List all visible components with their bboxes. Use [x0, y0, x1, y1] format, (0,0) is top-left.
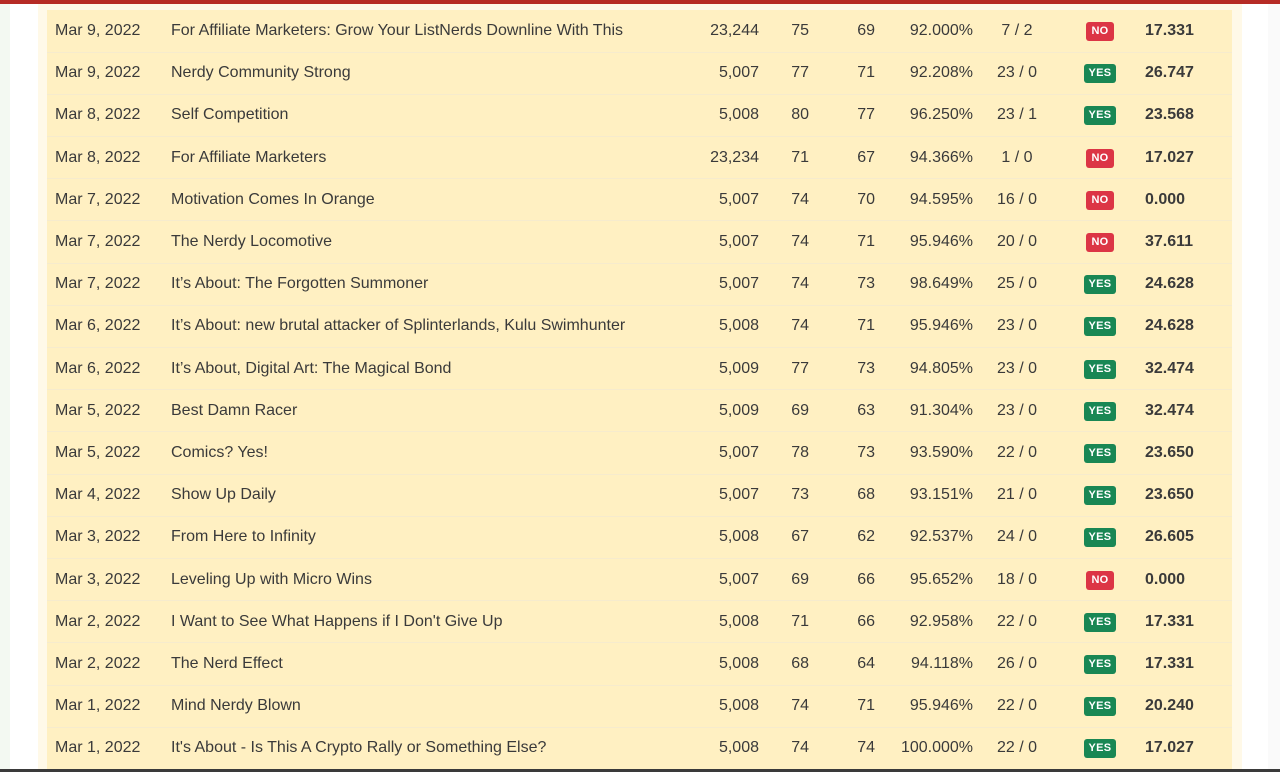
- ratio-value: 23 / 0: [973, 305, 1061, 347]
- status-badge: YES: [1084, 360, 1117, 379]
- percentage-value: 95.652%: [875, 558, 973, 600]
- status-badge: NO: [1086, 149, 1113, 168]
- score-value: 17.331: [1139, 643, 1232, 685]
- ratio-value: 20 / 0: [973, 221, 1061, 263]
- table-body: [47, 10, 1232, 769]
- post-title-link[interactable]: From Here to Infinity: [171, 516, 691, 558]
- views-count: 5,008: [691, 727, 759, 769]
- post-date: Mar 8, 2022: [47, 137, 171, 179]
- views-count: 5,008: [691, 643, 759, 685]
- right-gutter: [1268, 4, 1280, 772]
- table-row: [47, 94, 1232, 136]
- post-title-link[interactable]: For Affiliate Marketers: Grow Your ListNerds Downline With This: [171, 10, 691, 52]
- post-date: Mar 2, 2022: [47, 643, 171, 685]
- views-count: 5,007: [691, 52, 759, 94]
- percentage-value: 95.946%: [875, 305, 973, 347]
- voters-count: 71: [809, 685, 875, 727]
- votes-count: 68: [759, 643, 809, 685]
- table-row: [47, 263, 1232, 305]
- post-date: Mar 1, 2022: [47, 685, 171, 727]
- post-date: Mar 7, 2022: [47, 179, 171, 221]
- ratio-value: 25 / 0: [973, 263, 1061, 305]
- percentage-value: 92.000%: [875, 10, 973, 52]
- status-cell: [1061, 643, 1139, 685]
- percentage-value: 91.304%: [875, 390, 973, 432]
- post-date: Mar 2, 2022: [47, 601, 171, 643]
- votes-count: 74: [759, 263, 809, 305]
- left-gutter: [0, 4, 10, 772]
- status-cell: [1061, 390, 1139, 432]
- voters-count: 67: [809, 137, 875, 179]
- table-row: [47, 10, 1232, 52]
- percentage-value: 94.805%: [875, 348, 973, 390]
- votes-count: 71: [759, 137, 809, 179]
- table-row: [47, 516, 1232, 558]
- votes-count: 69: [759, 390, 809, 432]
- post-title-link[interactable]: Motivation Comes In Orange: [171, 179, 691, 221]
- score-value: 32.474: [1139, 348, 1232, 390]
- percentage-value: 96.250%: [875, 94, 973, 136]
- ratio-value: 22 / 0: [973, 601, 1061, 643]
- status-cell: [1061, 474, 1139, 516]
- status-badge: YES: [1084, 64, 1117, 83]
- status-cell: [1061, 52, 1139, 94]
- post-title-link[interactable]: Self Competition: [171, 94, 691, 136]
- percentage-value: 94.595%: [875, 179, 973, 221]
- score-value: 17.027: [1139, 137, 1232, 179]
- score-value: 17.027: [1139, 727, 1232, 769]
- posts-table-panel: [38, 4, 1242, 770]
- votes-count: 73: [759, 474, 809, 516]
- post-title-link[interactable]: Comics? Yes!: [171, 432, 691, 474]
- views-count: 5,007: [691, 432, 759, 474]
- status-badge: NO: [1086, 571, 1113, 590]
- status-cell: [1061, 137, 1139, 179]
- views-count: 5,008: [691, 601, 759, 643]
- post-date: Mar 6, 2022: [47, 348, 171, 390]
- table-row: [47, 558, 1232, 600]
- votes-count: 74: [759, 179, 809, 221]
- percentage-value: 92.958%: [875, 601, 973, 643]
- percentage-value: 92.537%: [875, 516, 973, 558]
- votes-count: 67: [759, 516, 809, 558]
- status-badge: YES: [1084, 655, 1117, 674]
- status-cell: [1061, 601, 1139, 643]
- percentage-value: 93.151%: [875, 474, 973, 516]
- voters-count: 70: [809, 179, 875, 221]
- voters-count: 77: [809, 94, 875, 136]
- percentage-value: 100.000%: [875, 727, 973, 769]
- status-badge: NO: [1086, 22, 1113, 41]
- votes-count: 75: [759, 10, 809, 52]
- post-title-link[interactable]: It’s About: The Forgotten Summoner: [171, 263, 691, 305]
- ratio-value: 1 / 0: [973, 137, 1061, 179]
- post-title-link[interactable]: For Affiliate Marketers: [171, 137, 691, 179]
- status-cell: [1061, 685, 1139, 727]
- post-title-link[interactable]: Leveling Up with Micro Wins: [171, 558, 691, 600]
- voters-count: 73: [809, 263, 875, 305]
- views-count: 5,007: [691, 263, 759, 305]
- status-badge: YES: [1084, 317, 1117, 336]
- views-count: 23,234: [691, 137, 759, 179]
- status-badge: YES: [1084, 739, 1117, 758]
- ratio-value: 26 / 0: [973, 643, 1061, 685]
- post-date: Mar 8, 2022: [47, 94, 171, 136]
- score-value: 0.000: [1139, 179, 1232, 221]
- votes-count: 77: [759, 52, 809, 94]
- post-date: Mar 4, 2022: [47, 474, 171, 516]
- post-title-link[interactable]: I Want to See What Happens if I Don't Give Up: [171, 601, 691, 643]
- voters-count: 68: [809, 474, 875, 516]
- post-date: Mar 9, 2022: [47, 52, 171, 94]
- votes-count: 80: [759, 94, 809, 136]
- score-value: 20.240: [1139, 685, 1232, 727]
- voters-count: 63: [809, 390, 875, 432]
- ratio-value: 23 / 0: [973, 52, 1061, 94]
- table-row: [47, 643, 1232, 685]
- status-cell: [1061, 516, 1139, 558]
- votes-count: 71: [759, 601, 809, 643]
- voters-count: 73: [809, 432, 875, 474]
- score-value: 24.628: [1139, 263, 1232, 305]
- voters-count: 66: [809, 601, 875, 643]
- status-badge: NO: [1086, 233, 1113, 252]
- status-cell: [1061, 305, 1139, 347]
- percentage-value: 94.118%: [875, 643, 973, 685]
- score-value: 26.605: [1139, 516, 1232, 558]
- score-value: 24.628: [1139, 305, 1232, 347]
- status-cell: [1061, 179, 1139, 221]
- status-cell: [1061, 263, 1139, 305]
- ratio-value: 22 / 0: [973, 685, 1061, 727]
- ratio-value: 22 / 0: [973, 432, 1061, 474]
- status-cell: [1061, 558, 1139, 600]
- post-date: Mar 5, 2022: [47, 432, 171, 474]
- table-row: [47, 305, 1232, 347]
- post-date: Mar 5, 2022: [47, 390, 171, 432]
- voters-count: 71: [809, 221, 875, 263]
- post-title-link[interactable]: The Nerd Effect: [171, 643, 691, 685]
- score-value: 23.650: [1139, 432, 1232, 474]
- table-row: [47, 601, 1232, 643]
- post-date: Mar 9, 2022: [47, 10, 171, 52]
- ratio-value: 24 / 0: [973, 516, 1061, 558]
- posts-table: [47, 10, 1232, 770]
- score-value: 23.568: [1139, 94, 1232, 136]
- voters-count: 71: [809, 305, 875, 347]
- views-count: 5,008: [691, 516, 759, 558]
- score-value: 32.474: [1139, 390, 1232, 432]
- post-title-link[interactable]: Show Up Daily: [171, 474, 691, 516]
- ratio-value: 23 / 0: [973, 390, 1061, 432]
- views-count: 5,007: [691, 474, 759, 516]
- score-value: 37.611: [1139, 221, 1232, 263]
- views-count: 5,007: [691, 221, 759, 263]
- voters-count: 74: [809, 727, 875, 769]
- post-title-link[interactable]: Nerdy Community Strong: [171, 52, 691, 94]
- views-count: 5,007: [691, 558, 759, 600]
- voters-count: 73: [809, 348, 875, 390]
- score-value: 17.331: [1139, 601, 1232, 643]
- ratio-value: 7 / 2: [973, 10, 1061, 52]
- status-badge: YES: [1084, 106, 1117, 125]
- table-row: [47, 390, 1232, 432]
- views-count: 5,007: [691, 179, 759, 221]
- status-badge: YES: [1084, 528, 1117, 547]
- status-cell: [1061, 432, 1139, 474]
- ratio-value: 23 / 1: [973, 94, 1061, 136]
- table-row: [47, 685, 1232, 727]
- status-cell: [1061, 348, 1139, 390]
- status-cell: [1061, 94, 1139, 136]
- percentage-value: 93.590%: [875, 432, 973, 474]
- views-count: 5,008: [691, 94, 759, 136]
- table-row: [47, 221, 1232, 263]
- table-row: [47, 348, 1232, 390]
- views-count: 5,008: [691, 685, 759, 727]
- post-date: Mar 6, 2022: [47, 305, 171, 347]
- score-value: 26.747: [1139, 52, 1232, 94]
- table-row: [47, 52, 1232, 94]
- voters-count: 69: [809, 10, 875, 52]
- status-badge: NO: [1086, 191, 1113, 210]
- post-title-link[interactable]: Mind Nerdy Blown: [171, 685, 691, 727]
- status-badge: YES: [1084, 444, 1117, 463]
- percentage-value: 94.366%: [875, 137, 973, 179]
- votes-count: 78: [759, 432, 809, 474]
- score-value: 23.650: [1139, 474, 1232, 516]
- post-date: Mar 3, 2022: [47, 516, 171, 558]
- views-count: 5,009: [691, 348, 759, 390]
- score-value: 0.000: [1139, 558, 1232, 600]
- votes-count: 77: [759, 348, 809, 390]
- post-date: Mar 1, 2022: [47, 727, 171, 769]
- voters-count: 64: [809, 643, 875, 685]
- votes-count: 74: [759, 685, 809, 727]
- views-count: 5,009: [691, 390, 759, 432]
- ratio-value: 18 / 0: [973, 558, 1061, 600]
- status-badge: YES: [1084, 275, 1117, 294]
- post-date: Mar 7, 2022: [47, 221, 171, 263]
- status-badge: YES: [1084, 486, 1117, 505]
- post-date: Mar 3, 2022: [47, 558, 171, 600]
- views-count: 23,244: [691, 10, 759, 52]
- votes-count: 69: [759, 558, 809, 600]
- post-title-link[interactable]: It's About - Is This A Crypto Rally or Something Else?: [171, 727, 691, 769]
- percentage-value: 95.946%: [875, 221, 973, 263]
- voters-count: 62: [809, 516, 875, 558]
- status-cell: [1061, 727, 1139, 769]
- status-badge: YES: [1084, 697, 1117, 716]
- table-row: [47, 179, 1232, 221]
- table-row: [47, 432, 1232, 474]
- post-title-link[interactable]: The Nerdy Locomotive: [171, 221, 691, 263]
- post-title-link[interactable]: It’s About: new brutal attacker of Splinterlands, Kulu Swimhunter: [171, 305, 691, 347]
- voters-count: 71: [809, 52, 875, 94]
- table-row: [47, 474, 1232, 516]
- ratio-value: 22 / 0: [973, 727, 1061, 769]
- post-title-link[interactable]: It’s About, Digital Art: The Magical Bond: [171, 348, 691, 390]
- status-badge: YES: [1084, 613, 1117, 632]
- votes-count: 74: [759, 305, 809, 347]
- percentage-value: 98.649%: [875, 263, 973, 305]
- status-cell: [1061, 10, 1139, 52]
- status-badge: YES: [1084, 402, 1117, 421]
- ratio-value: 16 / 0: [973, 179, 1061, 221]
- score-value: 17.331: [1139, 10, 1232, 52]
- voters-count: 66: [809, 558, 875, 600]
- ratio-value: 23 / 0: [973, 348, 1061, 390]
- post-title-link[interactable]: Best Damn Racer: [171, 390, 691, 432]
- table-row: [47, 137, 1232, 179]
- post-date: Mar 7, 2022: [47, 263, 171, 305]
- votes-count: 74: [759, 727, 809, 769]
- table-row: [47, 727, 1232, 769]
- views-count: 5,008: [691, 305, 759, 347]
- percentage-value: 95.946%: [875, 685, 973, 727]
- ratio-value: 21 / 0: [973, 474, 1061, 516]
- percentage-value: 92.208%: [875, 52, 973, 94]
- status-cell: [1061, 221, 1139, 263]
- votes-count: 74: [759, 221, 809, 263]
